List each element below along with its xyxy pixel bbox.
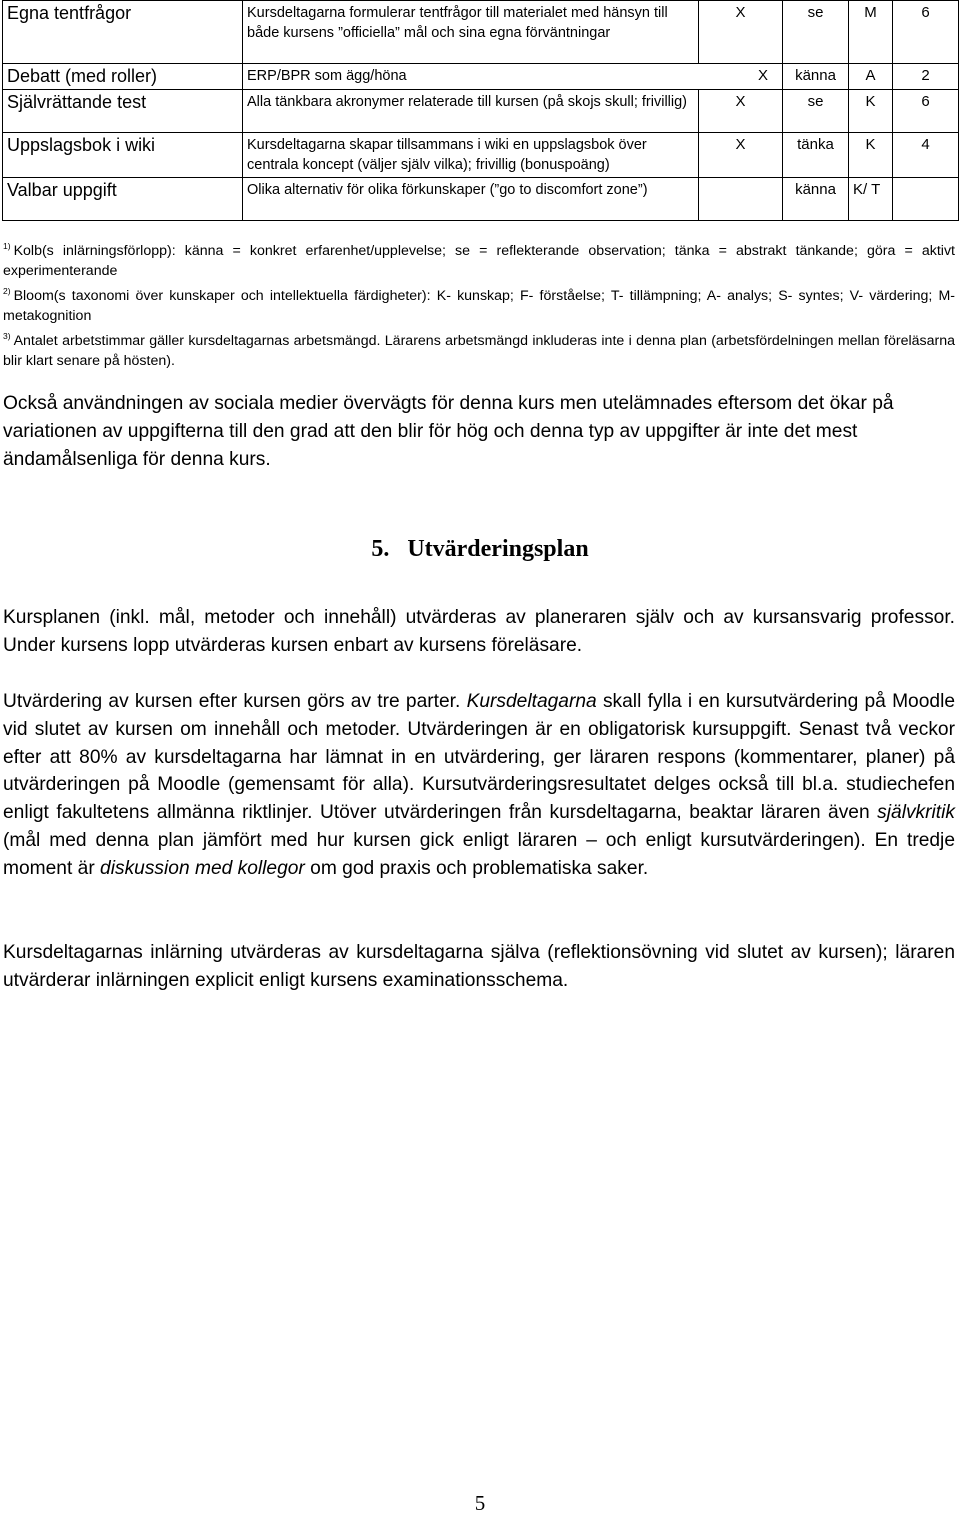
hours-cell: 4: [893, 133, 959, 178]
x-cell: X: [699, 133, 783, 178]
footnote-mark: 1): [3, 241, 11, 251]
emphasis: diskussion med kollegor: [100, 857, 305, 879]
x-cell: X: [699, 1, 783, 64]
paragraph-evaluation: [3, 688, 955, 883]
table-row: [3, 1, 959, 64]
section-title: Utvärderingsplan: [407, 536, 589, 562]
kolb-cell: se: [783, 90, 849, 133]
text-run: Utvärdering av kursen efter kursen görs av tre parter.: [3, 691, 467, 712]
emphasis: Kursdeltagarna: [466, 691, 597, 712]
activity-cell: Debatt (med roller): [3, 64, 243, 90]
paragraph-learning: Kursdeltagarnas inlärning utvärderas av kursdeltagarna själva (reflektionsövning vid slutet av kursen); läraren utvärderar inlärningen explicit enligt kursens examinationsschema.: [3, 942, 955, 991]
table-row: [3, 90, 959, 133]
section-heading: [0, 536, 960, 563]
kolb-cell: känna: [783, 178, 849, 221]
x-cell: X: [699, 90, 783, 133]
activity-cell: Egna tentfrågor: [3, 1, 243, 64]
x-cell: [699, 178, 783, 221]
x-cell: X: [699, 64, 783, 90]
table-row: [3, 178, 959, 221]
hours-cell: 6: [893, 90, 959, 133]
section-number: 5.: [371, 536, 390, 562]
footnote-mark: 3): [3, 331, 11, 341]
footnotes: [3, 236, 955, 371]
hours-cell: 6: [893, 1, 959, 64]
footnote-text: Kolb(s inlärningsförlopp): känna = konkret erfarenhet/upplevelse; se = reflekterande observation; tänka = abstrakt tänkande; göra = aktivt experimenterande: [3, 243, 955, 279]
description-cell: Kursdeltagarna formulerar tentfrågor till materialet med hänsyn till både kursens ”officiella” mål och sina egna förväntningar: [243, 1, 699, 64]
text-run: skall fylla i en kursutvärdering på Moodle vid slutet av kursen om innehåll och metoder. Utvärderingen är en obligatorisk kursuppgift. Senast två veckor efter att 80% av kursdeltagarna har lämnat in en utvärdering, ger läraren respons (kommentarer, planer) på utvärderingen på Moodle (gemensamt för alla). Kursutvärderingsresultatet delges också till bl.a. studiechefen enligt fakultetens allmänna riktlinjer. Utöver utvärderingen från kursdeltagarna, beaktar läraren även: [3, 691, 956, 824]
footnote-text: Bloom(s taxonomi över kunskaper och intellektuella färdigheter): K- kunskap; F- förståelse; T- tillämpning; A- analys; S- syntes; V- värdering; M- metakognition: [3, 288, 955, 324]
bloom-cell: K: [849, 90, 893, 133]
footnote-text: Antalet arbetstimmar gäller kursdeltagarnas arbetsmängd. Lärarens arbetsmängd inkluderas inte i denna plan (arbetsfördelningen mellan föreläsarna blir klart senare på hösten).: [3, 333, 955, 369]
activity-cell: Självrättande test: [3, 90, 243, 133]
footnote-mark: 2): [3, 286, 11, 296]
footnote: [3, 326, 955, 371]
kolb-cell: känna: [783, 64, 849, 90]
emphasis: självkritik: [877, 802, 955, 824]
bloom-cell: K/ T: [849, 178, 893, 221]
description-cell: ERP/BPR som ägg/höna: [243, 64, 699, 90]
activity-table: [2, 0, 959, 221]
activity-cell: Valbar uppgift: [3, 178, 243, 221]
kolb-cell: tänka: [783, 133, 849, 178]
page-number: 5: [474, 1491, 486, 1515]
text-run: (mål med denna plan jämfört med hur kursen gick enligt läraren – och enligt kursutvärderingen). En tredje moment är: [3, 829, 955, 879]
hours-cell: [893, 178, 959, 221]
table-row: [3, 133, 959, 178]
text-run: om god praxis och problematiska saker.: [304, 857, 649, 879]
table-row: [3, 64, 959, 90]
kolb-cell: se: [783, 1, 849, 64]
description-cell: Kursdeltagarna skapar tillsammans i wiki en uppslagsbok över centrala koncept (väljer själv vilka); frivillig (bonuspoäng): [243, 133, 699, 178]
bloom-cell: M: [849, 1, 893, 64]
footnote: [3, 236, 955, 281]
bloom-cell: A: [849, 64, 893, 90]
description-cell: Alla tänkbara akronymer relaterade till kursen (på skojs skull; frivillig): [243, 90, 699, 133]
bloom-cell: K: [849, 133, 893, 178]
hours-cell: 2: [893, 64, 959, 90]
activity-cell: Uppslagsbok i wiki: [3, 133, 243, 178]
paragraph-social-media: Också användningen av sociala medier övervägts för denna kurs men utelämnades eftersom det ökar på variationen av uppgifterna till den grad att den blir för hög och denna typ av uppgifter är inte det mest ändamålsenliga för denna kurs.: [3, 393, 894, 470]
paragraph-course-plan: Kursplanen (inkl. mål, metoder och innehåll) utvärderas av planeraren själv och av kursansvarig professor. Under kursens lopp utvärderas kursen enbart av kursens föreläsare.: [3, 607, 955, 656]
description-cell: Olika alternativ för olika förkunskaper (”go to discomfort zone”): [243, 178, 699, 221]
footnote: [3, 281, 955, 326]
